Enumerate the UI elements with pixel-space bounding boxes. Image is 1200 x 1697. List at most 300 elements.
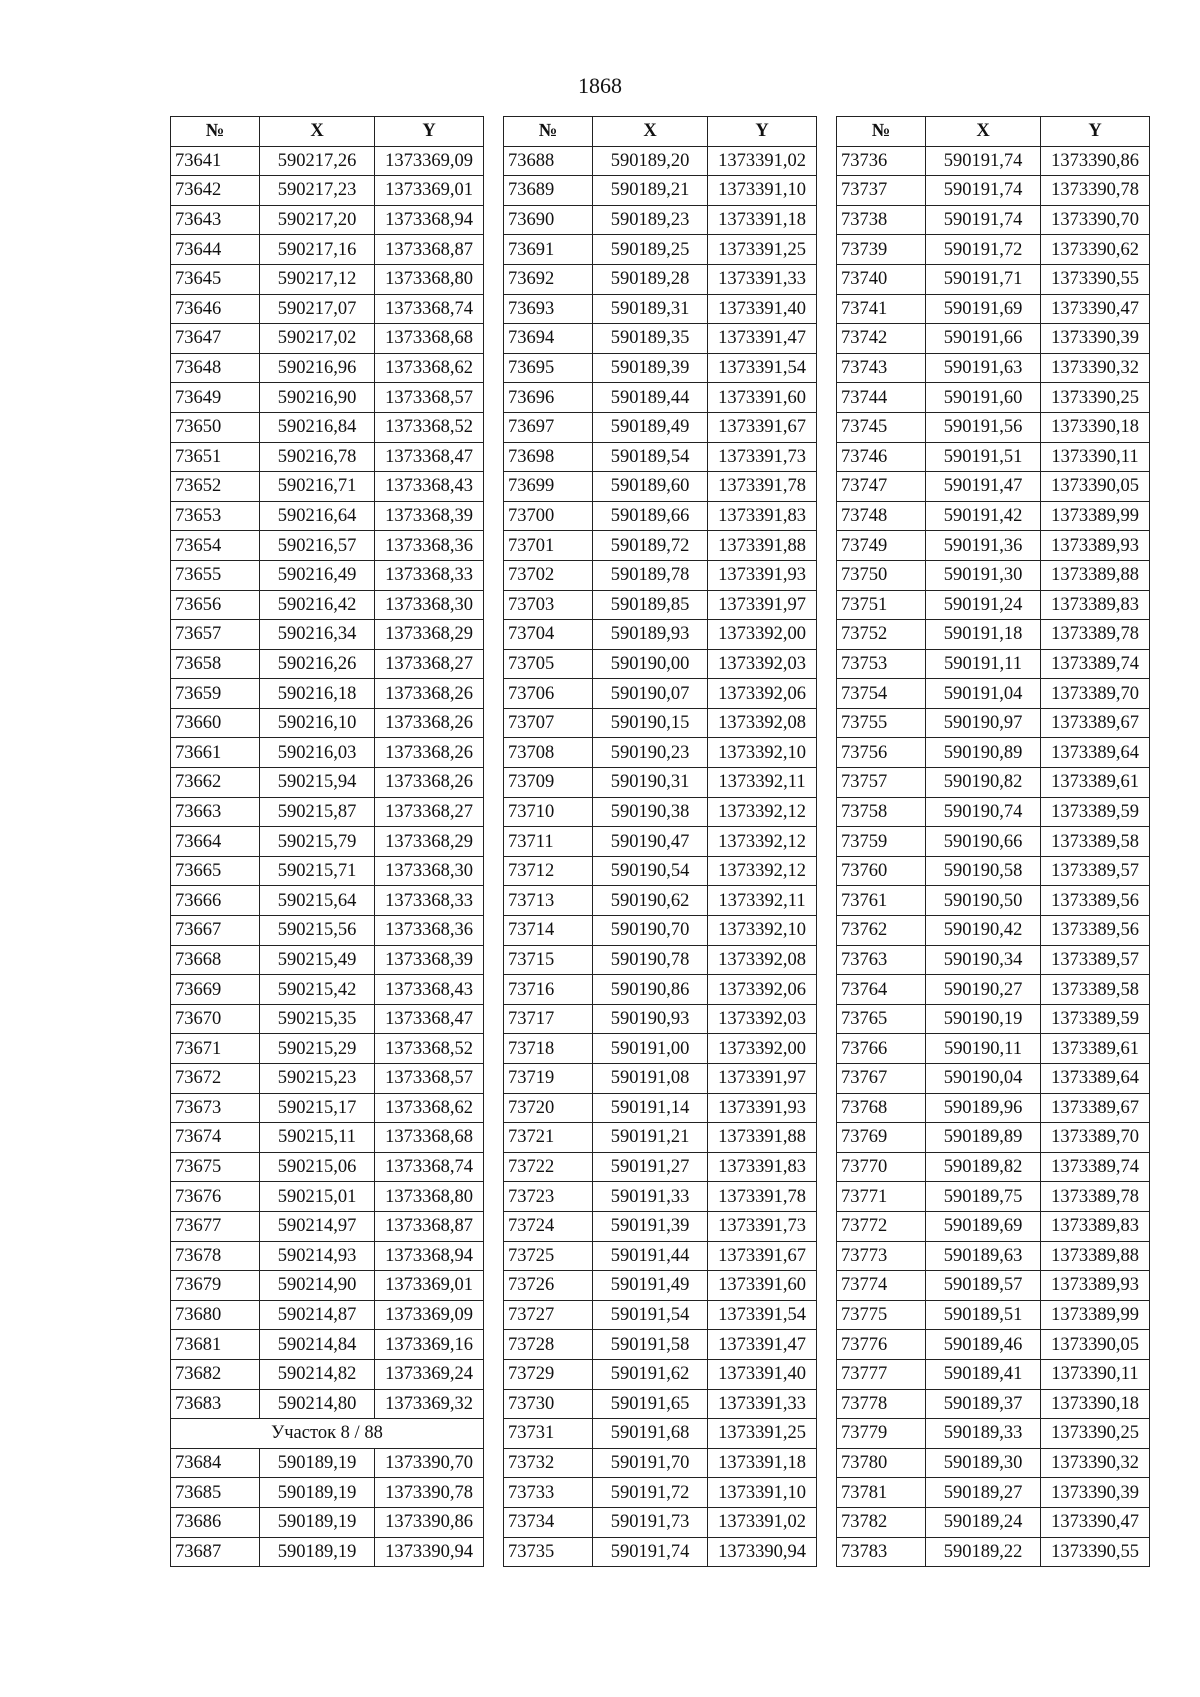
table-row bbox=[504, 649, 817, 679]
table-row bbox=[171, 856, 484, 886]
x-coordinate-cell: 590191,30 bbox=[926, 560, 1041, 590]
y-coordinate-cell: 1373368,29 bbox=[375, 620, 484, 650]
x-coordinate-cell: 590189,24 bbox=[926, 1507, 1041, 1537]
point-number-cell: 73722 bbox=[504, 1152, 593, 1182]
x-coordinate-cell: 590214,84 bbox=[260, 1330, 375, 1360]
y-coordinate-cell: 1373391,78 bbox=[708, 1182, 817, 1212]
table-row bbox=[504, 1330, 817, 1360]
x-coordinate-cell: 590190,42 bbox=[926, 916, 1041, 946]
y-coordinate-cell: 1373391,60 bbox=[708, 383, 817, 413]
table-row bbox=[171, 1330, 484, 1360]
table-row bbox=[504, 768, 817, 798]
point-number-cell: 73770 bbox=[837, 1152, 926, 1182]
x-coordinate-cell: 590190,89 bbox=[926, 738, 1041, 768]
header-y: Y bbox=[375, 117, 484, 147]
y-coordinate-cell: 1373389,74 bbox=[1041, 649, 1150, 679]
x-coordinate-cell: 590215,01 bbox=[260, 1182, 375, 1212]
y-coordinate-cell: 1373368,26 bbox=[375, 708, 484, 738]
y-coordinate-cell: 1373392,00 bbox=[708, 1034, 817, 1064]
table-row bbox=[837, 442, 1150, 472]
table-row bbox=[171, 1211, 484, 1241]
table-row bbox=[837, 1300, 1150, 1330]
x-coordinate-cell: 590214,87 bbox=[260, 1300, 375, 1330]
table-row bbox=[837, 1182, 1150, 1212]
y-coordinate-cell: 1373368,47 bbox=[375, 1004, 484, 1034]
point-number-cell: 73710 bbox=[504, 797, 593, 827]
point-number-cell: 73776 bbox=[837, 1330, 926, 1360]
table-row bbox=[837, 886, 1150, 916]
page-number: 1868 bbox=[578, 73, 622, 98]
point-number-cell: 73745 bbox=[837, 412, 926, 442]
table-row bbox=[171, 708, 484, 738]
x-coordinate-cell: 590215,56 bbox=[260, 916, 375, 946]
table-row bbox=[171, 264, 484, 294]
x-coordinate-cell: 590191,44 bbox=[593, 1241, 708, 1271]
x-coordinate-cell: 590190,23 bbox=[593, 738, 708, 768]
table-row bbox=[171, 1537, 484, 1567]
x-coordinate-cell: 590191,51 bbox=[926, 442, 1041, 472]
table-row bbox=[504, 945, 817, 975]
x-coordinate-cell: 590191,39 bbox=[593, 1211, 708, 1241]
x-coordinate-cell: 590216,03 bbox=[260, 738, 375, 768]
x-coordinate-cell: 590189,33 bbox=[926, 1419, 1041, 1449]
table-row bbox=[504, 1152, 817, 1182]
y-coordinate-cell: 1373392,03 bbox=[708, 1004, 817, 1034]
point-number-cell: 73766 bbox=[837, 1034, 926, 1064]
table-row bbox=[504, 1211, 817, 1241]
table-row bbox=[504, 916, 817, 946]
table-row bbox=[171, 501, 484, 531]
table-row bbox=[837, 708, 1150, 738]
point-number-cell: 73781 bbox=[837, 1478, 926, 1508]
y-coordinate-cell: 1373389,57 bbox=[1041, 856, 1150, 886]
y-coordinate-cell: 1373391,33 bbox=[708, 264, 817, 294]
point-number-cell: 73709 bbox=[504, 768, 593, 798]
x-coordinate-cell: 590216,78 bbox=[260, 442, 375, 472]
y-coordinate-cell: 1373368,36 bbox=[375, 916, 484, 946]
table-row bbox=[504, 590, 817, 620]
point-number-cell: 73656 bbox=[171, 590, 260, 620]
y-coordinate-cell: 1373392,12 bbox=[708, 797, 817, 827]
table-row bbox=[837, 768, 1150, 798]
y-coordinate-cell: 1373390,47 bbox=[1041, 1507, 1150, 1537]
table-row bbox=[504, 235, 817, 265]
x-coordinate-cell: 590215,42 bbox=[260, 975, 375, 1005]
y-coordinate-cell: 1373368,30 bbox=[375, 590, 484, 620]
point-number-cell: 73773 bbox=[837, 1241, 926, 1271]
x-coordinate-cell: 590189,54 bbox=[593, 442, 708, 472]
y-coordinate-cell: 1373391,60 bbox=[708, 1271, 817, 1301]
x-coordinate-cell: 590190,93 bbox=[593, 1004, 708, 1034]
point-number-cell: 73727 bbox=[504, 1300, 593, 1330]
x-coordinate-cell: 590214,97 bbox=[260, 1211, 375, 1241]
table-row bbox=[171, 442, 484, 472]
y-coordinate-cell: 1373391,83 bbox=[708, 501, 817, 531]
point-number-cell: 73780 bbox=[837, 1448, 926, 1478]
y-coordinate-cell: 1373391,93 bbox=[708, 1093, 817, 1123]
y-coordinate-cell: 1373391,18 bbox=[708, 1448, 817, 1478]
point-number-cell: 73663 bbox=[171, 797, 260, 827]
y-coordinate-cell: 1373368,74 bbox=[375, 1152, 484, 1182]
point-number-cell: 73701 bbox=[504, 531, 593, 561]
x-coordinate-cell: 590216,90 bbox=[260, 383, 375, 413]
table-row bbox=[837, 1389, 1150, 1419]
point-number-cell: 73654 bbox=[171, 531, 260, 561]
table-row bbox=[837, 590, 1150, 620]
y-coordinate-cell: 1373368,80 bbox=[375, 264, 484, 294]
x-coordinate-cell: 590191,65 bbox=[593, 1389, 708, 1419]
table-row bbox=[171, 1064, 484, 1094]
point-number-cell: 73777 bbox=[837, 1359, 926, 1389]
table-row bbox=[504, 886, 817, 916]
point-number-cell: 73661 bbox=[171, 738, 260, 768]
section-label: Участок 8 / 88 bbox=[171, 1419, 484, 1449]
x-coordinate-cell: 590191,60 bbox=[926, 383, 1041, 413]
point-number-cell: 73782 bbox=[837, 1507, 926, 1537]
x-coordinate-cell: 590190,04 bbox=[926, 1064, 1041, 1094]
x-coordinate-cell: 590216,57 bbox=[260, 531, 375, 561]
table-row bbox=[837, 1152, 1150, 1182]
point-number-cell: 73718 bbox=[504, 1034, 593, 1064]
table-row bbox=[837, 975, 1150, 1005]
table-row bbox=[171, 916, 484, 946]
y-coordinate-cell: 1373391,97 bbox=[708, 1064, 817, 1094]
y-coordinate-cell: 1373390,78 bbox=[375, 1478, 484, 1508]
table-row bbox=[837, 1064, 1150, 1094]
table-row bbox=[171, 1182, 484, 1212]
y-coordinate-cell: 1373391,33 bbox=[708, 1389, 817, 1419]
point-number-cell: 73681 bbox=[171, 1330, 260, 1360]
point-number-cell: 73720 bbox=[504, 1093, 593, 1123]
table-row bbox=[504, 264, 817, 294]
table-row bbox=[171, 1300, 484, 1330]
y-coordinate-cell: 1373391,73 bbox=[708, 1211, 817, 1241]
x-coordinate-cell: 590217,26 bbox=[260, 146, 375, 176]
table-row bbox=[171, 827, 484, 857]
x-coordinate-cell: 590191,08 bbox=[593, 1064, 708, 1094]
table-row bbox=[504, 975, 817, 1005]
y-coordinate-cell: 1373391,02 bbox=[708, 146, 817, 176]
x-coordinate-cell: 590191,74 bbox=[926, 176, 1041, 206]
table-row bbox=[171, 1093, 484, 1123]
y-coordinate-cell: 1373392,08 bbox=[708, 945, 817, 975]
y-coordinate-cell: 1373390,70 bbox=[375, 1448, 484, 1478]
point-number-cell: 73738 bbox=[837, 205, 926, 235]
x-coordinate-cell: 590189,57 bbox=[926, 1271, 1041, 1301]
point-number-cell: 73683 bbox=[171, 1389, 260, 1419]
point-number-cell: 73765 bbox=[837, 1004, 926, 1034]
table-row bbox=[504, 442, 817, 472]
y-coordinate-cell: 1373389,56 bbox=[1041, 916, 1150, 946]
y-coordinate-cell: 1373390,25 bbox=[1041, 383, 1150, 413]
table-row bbox=[837, 324, 1150, 354]
y-coordinate-cell: 1373392,08 bbox=[708, 708, 817, 738]
x-coordinate-cell: 590190,07 bbox=[593, 679, 708, 709]
point-number-cell: 73731 bbox=[504, 1419, 593, 1449]
table-row bbox=[837, 945, 1150, 975]
x-coordinate-cell: 590190,70 bbox=[593, 916, 708, 946]
y-coordinate-cell: 1373390,62 bbox=[1041, 235, 1150, 265]
point-number-cell: 73772 bbox=[837, 1211, 926, 1241]
table-row bbox=[504, 205, 817, 235]
table-row bbox=[171, 797, 484, 827]
point-number-cell: 73673 bbox=[171, 1093, 260, 1123]
x-coordinate-cell: 590190,47 bbox=[593, 827, 708, 857]
point-number-cell: 73662 bbox=[171, 768, 260, 798]
table-row bbox=[504, 797, 817, 827]
y-coordinate-cell: 1373369,32 bbox=[375, 1389, 484, 1419]
y-coordinate-cell: 1373391,47 bbox=[708, 1330, 817, 1360]
point-number-cell: 73713 bbox=[504, 886, 593, 916]
table-row bbox=[171, 383, 484, 413]
table-row bbox=[504, 1419, 817, 1449]
point-number-cell: 73677 bbox=[171, 1211, 260, 1241]
header-x: X bbox=[260, 117, 375, 147]
table-row bbox=[171, 945, 484, 975]
x-coordinate-cell: 590190,11 bbox=[926, 1034, 1041, 1064]
x-coordinate-cell: 590191,56 bbox=[926, 412, 1041, 442]
x-coordinate-cell: 590190,66 bbox=[926, 827, 1041, 857]
x-coordinate-cell: 590191,49 bbox=[593, 1271, 708, 1301]
x-coordinate-cell: 590190,97 bbox=[926, 708, 1041, 738]
y-coordinate-cell: 1373391,18 bbox=[708, 205, 817, 235]
y-coordinate-cell: 1373368,27 bbox=[375, 797, 484, 827]
point-number-cell: 73698 bbox=[504, 442, 593, 472]
table-header-row bbox=[171, 117, 484, 147]
x-coordinate-cell: 590189,19 bbox=[260, 1537, 375, 1567]
point-number-cell: 73779 bbox=[837, 1419, 926, 1449]
y-coordinate-cell: 1373368,43 bbox=[375, 975, 484, 1005]
y-coordinate-cell: 1373368,27 bbox=[375, 649, 484, 679]
table-row bbox=[837, 1241, 1150, 1271]
point-number-cell: 73740 bbox=[837, 264, 926, 294]
point-number-cell: 73678 bbox=[171, 1241, 260, 1271]
y-coordinate-cell: 1373369,01 bbox=[375, 176, 484, 206]
point-number-cell: 73665 bbox=[171, 856, 260, 886]
y-coordinate-cell: 1373391,40 bbox=[708, 294, 817, 324]
x-coordinate-cell: 590191,00 bbox=[593, 1034, 708, 1064]
point-number-cell: 73755 bbox=[837, 708, 926, 738]
y-coordinate-cell: 1373368,39 bbox=[375, 945, 484, 975]
y-coordinate-cell: 1373390,11 bbox=[1041, 442, 1150, 472]
x-coordinate-cell: 590190,62 bbox=[593, 886, 708, 916]
x-coordinate-cell: 590189,75 bbox=[926, 1182, 1041, 1212]
y-coordinate-cell: 1373389,99 bbox=[1041, 501, 1150, 531]
y-coordinate-cell: 1373392,11 bbox=[708, 886, 817, 916]
point-number-cell: 73693 bbox=[504, 294, 593, 324]
table-row bbox=[171, 353, 484, 383]
x-coordinate-cell: 590191,11 bbox=[926, 649, 1041, 679]
table-row bbox=[837, 353, 1150, 383]
point-number-cell: 73650 bbox=[171, 412, 260, 442]
table-row bbox=[504, 1359, 817, 1389]
point-number-cell: 73702 bbox=[504, 560, 593, 590]
y-coordinate-cell: 1373368,74 bbox=[375, 294, 484, 324]
point-number-cell: 73754 bbox=[837, 679, 926, 709]
x-coordinate-cell: 590191,74 bbox=[926, 205, 1041, 235]
x-coordinate-cell: 590215,11 bbox=[260, 1123, 375, 1153]
y-coordinate-cell: 1373391,67 bbox=[708, 1241, 817, 1271]
table-row bbox=[837, 1478, 1150, 1508]
y-coordinate-cell: 1373392,12 bbox=[708, 856, 817, 886]
y-coordinate-cell: 1373369,24 bbox=[375, 1359, 484, 1389]
table-row bbox=[837, 176, 1150, 206]
x-coordinate-cell: 590190,15 bbox=[593, 708, 708, 738]
x-coordinate-cell: 590191,73 bbox=[593, 1507, 708, 1537]
point-number-cell: 73762 bbox=[837, 916, 926, 946]
x-coordinate-cell: 590191,69 bbox=[926, 294, 1041, 324]
table-row bbox=[837, 1271, 1150, 1301]
x-coordinate-cell: 590189,69 bbox=[926, 1211, 1041, 1241]
x-coordinate-cell: 590217,20 bbox=[260, 205, 375, 235]
table-row bbox=[504, 738, 817, 768]
point-number-cell: 73669 bbox=[171, 975, 260, 1005]
y-coordinate-cell: 1373392,06 bbox=[708, 679, 817, 709]
point-number-cell: 73668 bbox=[171, 945, 260, 975]
point-number-cell: 73743 bbox=[837, 353, 926, 383]
table-row bbox=[837, 679, 1150, 709]
x-coordinate-cell: 590215,71 bbox=[260, 856, 375, 886]
y-coordinate-cell: 1373368,52 bbox=[375, 1034, 484, 1064]
x-coordinate-cell: 590189,19 bbox=[260, 1448, 375, 1478]
point-number-cell: 73660 bbox=[171, 708, 260, 738]
table-row bbox=[837, 264, 1150, 294]
table-row bbox=[837, 531, 1150, 561]
y-coordinate-cell: 1373391,10 bbox=[708, 1478, 817, 1508]
point-number-cell: 73644 bbox=[171, 235, 260, 265]
table-row bbox=[171, 590, 484, 620]
table-row bbox=[171, 1478, 484, 1508]
point-number-cell: 73748 bbox=[837, 501, 926, 531]
table-row bbox=[504, 1300, 817, 1330]
table-row bbox=[504, 1507, 817, 1537]
y-coordinate-cell: 1373389,83 bbox=[1041, 1211, 1150, 1241]
table-row bbox=[837, 146, 1150, 176]
coordinates-table-2 bbox=[503, 116, 817, 1567]
point-number-cell: 73763 bbox=[837, 945, 926, 975]
x-coordinate-cell: 590189,96 bbox=[926, 1093, 1041, 1123]
table-row bbox=[171, 975, 484, 1005]
x-coordinate-cell: 590214,80 bbox=[260, 1389, 375, 1419]
table-row bbox=[837, 1537, 1150, 1567]
point-number-cell: 73759 bbox=[837, 827, 926, 857]
y-coordinate-cell: 1373391,47 bbox=[708, 324, 817, 354]
point-number-cell: 73664 bbox=[171, 827, 260, 857]
x-coordinate-cell: 590216,26 bbox=[260, 649, 375, 679]
x-coordinate-cell: 590190,19 bbox=[926, 1004, 1041, 1034]
x-coordinate-cell: 590189,72 bbox=[593, 531, 708, 561]
point-number-cell: 73695 bbox=[504, 353, 593, 383]
point-number-cell: 73746 bbox=[837, 442, 926, 472]
point-number-cell: 73725 bbox=[504, 1241, 593, 1271]
table-row bbox=[504, 531, 817, 561]
y-coordinate-cell: 1373369,16 bbox=[375, 1330, 484, 1360]
y-coordinate-cell: 1373368,62 bbox=[375, 1093, 484, 1123]
point-number-cell: 73729 bbox=[504, 1359, 593, 1389]
y-coordinate-cell: 1373391,25 bbox=[708, 1419, 817, 1449]
y-coordinate-cell: 1373368,94 bbox=[375, 205, 484, 235]
point-number-cell: 73696 bbox=[504, 383, 593, 413]
table-row bbox=[504, 1241, 817, 1271]
table-row bbox=[171, 1034, 484, 1064]
x-coordinate-cell: 590214,90 bbox=[260, 1271, 375, 1301]
y-coordinate-cell: 1373389,67 bbox=[1041, 708, 1150, 738]
table-row bbox=[837, 1419, 1150, 1449]
point-number-cell: 73671 bbox=[171, 1034, 260, 1064]
table-row bbox=[171, 620, 484, 650]
y-coordinate-cell: 1373392,03 bbox=[708, 649, 817, 679]
table-row bbox=[171, 294, 484, 324]
x-coordinate-cell: 590191,58 bbox=[593, 1330, 708, 1360]
y-coordinate-cell: 1373368,26 bbox=[375, 738, 484, 768]
y-coordinate-cell: 1373390,70 bbox=[1041, 205, 1150, 235]
point-number-cell: 73706 bbox=[504, 679, 593, 709]
y-coordinate-cell: 1373391,73 bbox=[708, 442, 817, 472]
x-coordinate-cell: 590189,51 bbox=[926, 1300, 1041, 1330]
x-coordinate-cell: 590191,21 bbox=[593, 1123, 708, 1153]
y-coordinate-cell: 1373389,64 bbox=[1041, 1064, 1150, 1094]
header-x: X bbox=[926, 117, 1041, 147]
table-row bbox=[171, 738, 484, 768]
x-coordinate-cell: 590189,19 bbox=[260, 1478, 375, 1508]
x-coordinate-cell: 590189,49 bbox=[593, 412, 708, 442]
x-coordinate-cell: 590190,78 bbox=[593, 945, 708, 975]
x-coordinate-cell: 590191,42 bbox=[926, 501, 1041, 531]
x-coordinate-cell: 590189,60 bbox=[593, 472, 708, 502]
point-number-cell: 73744 bbox=[837, 383, 926, 413]
table-row bbox=[504, 1271, 817, 1301]
table-row bbox=[171, 412, 484, 442]
point-number-cell: 73686 bbox=[171, 1507, 260, 1537]
x-coordinate-cell: 590215,87 bbox=[260, 797, 375, 827]
point-number-cell: 73682 bbox=[171, 1359, 260, 1389]
point-number-cell: 73757 bbox=[837, 768, 926, 798]
table-row bbox=[504, 1478, 817, 1508]
y-coordinate-cell: 1373368,94 bbox=[375, 1241, 484, 1271]
header-number: № bbox=[504, 117, 593, 147]
x-coordinate-cell: 590189,46 bbox=[926, 1330, 1041, 1360]
point-number-cell: 73778 bbox=[837, 1389, 926, 1419]
point-number-cell: 73726 bbox=[504, 1271, 593, 1301]
point-number-cell: 73734 bbox=[504, 1507, 593, 1537]
y-coordinate-cell: 1373390,18 bbox=[1041, 1389, 1150, 1419]
table-row bbox=[837, 383, 1150, 413]
point-number-cell: 73721 bbox=[504, 1123, 593, 1153]
table-row bbox=[504, 294, 817, 324]
coordinates-table-1 bbox=[170, 116, 484, 1567]
point-number-cell: 73716 bbox=[504, 975, 593, 1005]
point-number-cell: 73690 bbox=[504, 205, 593, 235]
point-number-cell: 73672 bbox=[171, 1064, 260, 1094]
table-row bbox=[837, 1448, 1150, 1478]
point-number-cell: 73645 bbox=[171, 264, 260, 294]
x-coordinate-cell: 590191,04 bbox=[926, 679, 1041, 709]
y-coordinate-cell: 1373390,05 bbox=[1041, 472, 1150, 502]
table-row bbox=[504, 353, 817, 383]
x-coordinate-cell: 590191,36 bbox=[926, 531, 1041, 561]
table-row bbox=[171, 768, 484, 798]
y-coordinate-cell: 1373389,99 bbox=[1041, 1300, 1150, 1330]
table-row bbox=[837, 472, 1150, 502]
y-coordinate-cell: 1373390,55 bbox=[1041, 264, 1150, 294]
point-number-cell: 73687 bbox=[171, 1537, 260, 1567]
x-coordinate-cell: 590217,02 bbox=[260, 324, 375, 354]
x-coordinate-cell: 590216,71 bbox=[260, 472, 375, 502]
x-coordinate-cell: 590191,74 bbox=[593, 1537, 708, 1567]
x-coordinate-cell: 590216,42 bbox=[260, 590, 375, 620]
x-coordinate-cell: 590191,72 bbox=[926, 235, 1041, 265]
table-row bbox=[837, 827, 1150, 857]
